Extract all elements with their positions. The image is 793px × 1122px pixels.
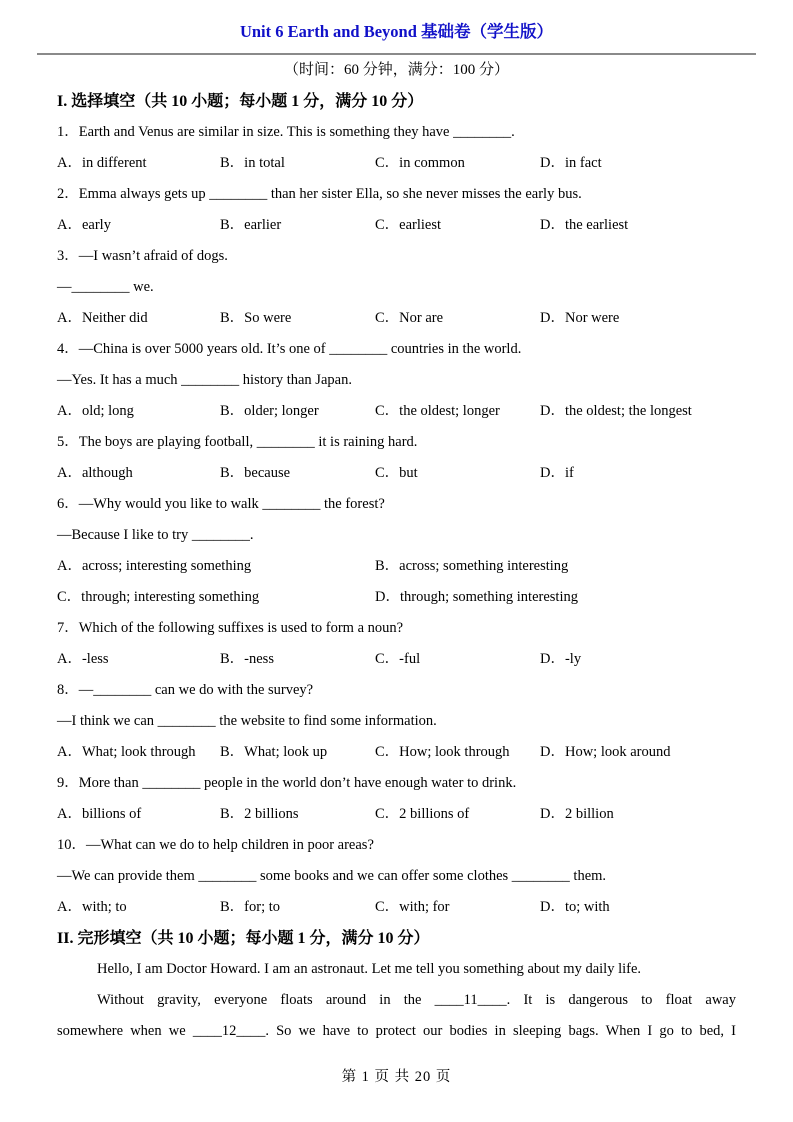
option-d: D．through; something interesting — [375, 589, 578, 605]
question-options — [57, 303, 736, 334]
option-b: B．across; something interesting — [375, 558, 569, 574]
question-reply: —________ we. — [57, 279, 154, 295]
question-7 — [57, 613, 736, 675]
question-reply: —Yes. It has a much ________ history than Japan. — [57, 372, 352, 388]
option-b: B．2 billions — [220, 806, 299, 822]
option-d: D．the earliest — [540, 217, 629, 233]
option-c: C．in common — [375, 155, 465, 171]
question-options — [57, 210, 736, 241]
question-5 — [57, 427, 736, 489]
question-2 — [57, 179, 736, 241]
question-text: 4．—China is over 5000 years old. It’s one of ________ countries in the world. — [57, 341, 522, 357]
question-text: 10．—What can we do to help children in poor areas? — [57, 837, 374, 853]
question-reply: —We can provide them ________ some books and we can offer some clothes ________ them. — [57, 868, 607, 884]
cloze-line-2: somewhere when we ____12____. So we have to protect our bodies in sleeping bags. When I go to bed, I — [57, 1023, 736, 1039]
option-c: C．2 billions of — [375, 806, 470, 822]
section2-heading: II. 完形填空（共 10 小题；每小题 1 分，满分 10 分） — [57, 930, 430, 947]
section1-heading: I. 选择填空（共 10 小题；每小题 1 分，满分 10 分） — [57, 93, 424, 110]
question-text: 2．Emma always gets up ________ than her sister Ella, so she never misses the early bus. — [57, 186, 582, 202]
time-score-line: （时间：60 分钟，满分：100 分） — [283, 62, 509, 78]
exam-title: Unit 6 Earth and Beyond 基础卷（学生版） — [239, 22, 554, 41]
question-options — [57, 644, 736, 675]
option-d: D．in fact — [540, 155, 602, 171]
option-b: B．-ness — [220, 651, 274, 667]
question-reply: —Because I like to try ________. — [57, 527, 254, 543]
question-6 — [57, 489, 736, 613]
option-b: B．older; longer — [220, 403, 319, 419]
cloze-intro-paragraph: Hello, I am Doctor Howard. I am an astronaut. Let me tell you something about my daily life. — [97, 961, 642, 977]
question-9 — [57, 768, 736, 830]
option-d: D．the oldest; the longest — [540, 403, 692, 419]
question-text: 6．—Why would you like to walk ________ the forest? — [57, 496, 385, 512]
option-b: B．because — [220, 465, 291, 481]
option-a: A．What; look through — [57, 744, 196, 760]
option-c: C．-ful — [375, 651, 421, 667]
question-10 — [57, 830, 736, 923]
question-options — [57, 737, 736, 768]
option-b: B．What; look up — [220, 744, 328, 760]
question-options — [57, 799, 736, 830]
option-b: B．So were — [220, 310, 292, 326]
option-c: C．How; look through — [375, 744, 510, 760]
option-c: C．Nor are — [375, 310, 444, 326]
option-a: A．although — [57, 465, 133, 481]
option-c: C．earliest — [375, 217, 442, 233]
option-a: A．across; interesting something — [57, 558, 252, 574]
question-3 — [57, 241, 736, 334]
question-options — [57, 458, 736, 489]
question-text: 1．Earth and Venus are similar in size. This is something they have ________. — [57, 124, 515, 140]
option-d: D．2 billion — [540, 806, 614, 822]
option-a: A．-less — [57, 651, 109, 667]
option-a: A．Neither did — [57, 310, 148, 326]
question-text: 9．More than ________ people in the world don’t have enough water to drink. — [57, 775, 517, 791]
question-8 — [57, 675, 736, 768]
cloze-line-1: Without gravity, everyone floats around in the ____11____. It is dangerous to float away — [97, 992, 736, 1008]
option-a: A．billions of — [57, 806, 142, 822]
option-d: D．How; look around — [540, 744, 671, 760]
option-c: C．the oldest; longer — [375, 403, 500, 419]
question-options — [57, 148, 736, 179]
option-d: D．to; with — [540, 899, 610, 915]
page-footer: 第 1 页 共 20 页 — [341, 1069, 452, 1085]
question-text: 8．—________ can we do with the survey? — [57, 682, 314, 698]
question-1 — [57, 117, 736, 179]
option-c: C．but — [375, 465, 418, 481]
option-a: A．old; long — [57, 403, 134, 419]
question-text: 3．—I wasn’t afraid of dogs. — [57, 248, 228, 264]
question-options — [57, 396, 736, 427]
option-a: A．in different — [57, 155, 147, 171]
option-d: D．-ly — [540, 651, 582, 667]
question-text: 5．The boys are playing football, ________ it is raining hard. — [57, 434, 418, 450]
question-options — [57, 551, 736, 613]
question-options — [57, 892, 736, 923]
option-a: A．with; to — [57, 899, 127, 915]
option-b: B．in total — [220, 155, 285, 171]
option-b: B．earlier — [220, 217, 282, 233]
option-c: C．with; for — [375, 899, 450, 915]
question-4 — [57, 334, 736, 427]
question-reply: —I think we can ________ the website to find some information. — [57, 713, 437, 729]
option-a: A．early — [57, 217, 111, 233]
option-b: B．for; to — [220, 899, 281, 915]
option-c: C．through; interesting something — [57, 589, 260, 605]
option-d: D．Nor were — [540, 310, 620, 326]
option-d: D．if — [540, 465, 574, 481]
question-text: 7．Which of the following suffixes is used to form a noun? — [57, 620, 404, 636]
